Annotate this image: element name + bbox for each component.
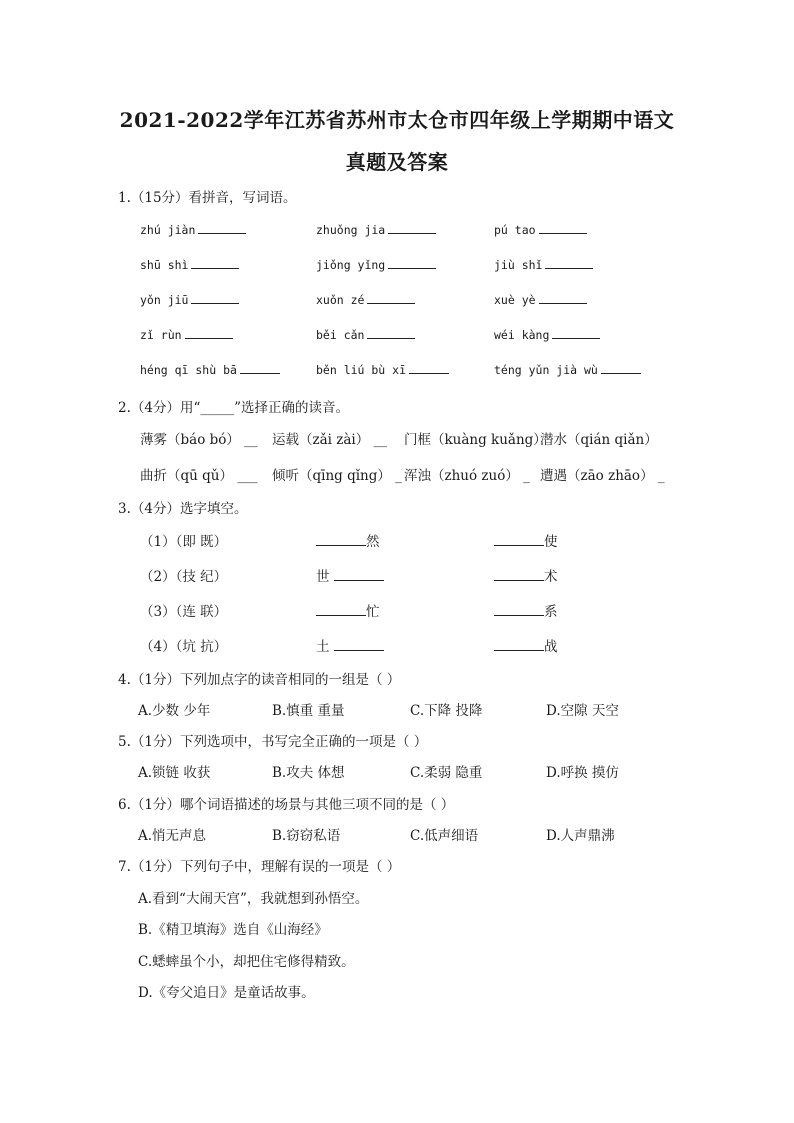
q3-label: （3）（连 联） xyxy=(140,604,228,620)
q6-option: C.低声细语 xyxy=(410,828,479,844)
page-title-line1: 2021-2022学年江苏省苏州市太仓市四年级上学期期中语文 xyxy=(119,108,675,132)
pinyin-item: jiù shǐ xyxy=(494,257,593,273)
q3-blank-a: 然 xyxy=(316,530,380,550)
q4-option: A.少数 少年 xyxy=(138,703,211,719)
q5-option: B.攻夫 体想 xyxy=(272,765,345,781)
pinyin-item: wéi kàng xyxy=(494,327,600,343)
pinyin-item: pú tao xyxy=(494,222,587,238)
q7-stem: 7.（1分）下列句子中，理解有误的一项是（ ） xyxy=(118,859,401,875)
q7-option: A.看到“大闹天宫”，我就想到孙悟空。 xyxy=(138,891,369,907)
pinyin-item: xuǒn zé xyxy=(316,292,415,308)
q3-label: （2）（技 纪） xyxy=(140,569,228,585)
q5-option: A.锁链 收获 xyxy=(138,765,211,781)
pinyin-item: běi cǎn xyxy=(316,327,415,343)
pinyin-item: zhuǒng jia xyxy=(316,222,436,238)
q2-item: 运载（zǎi zài） __ xyxy=(272,432,388,448)
q4-stem: 4.（1分）下列加点字的读音相同的一组是（ ） xyxy=(118,672,401,688)
q3-blank-b: 使 xyxy=(494,530,558,550)
q7-option: C.蟋蟀虽个小，却把住宅修得精致。 xyxy=(138,954,355,970)
q3-blank-a: 忙 xyxy=(316,600,380,620)
q6-stem: 6.（1分）哪个词语描述的场景与其他三项不同的是（ ） xyxy=(118,797,455,813)
q5-option: D.呼换 摸仿 xyxy=(546,765,619,781)
q4-option: D.空隙 天空 xyxy=(546,703,619,719)
q2-item: 门框（kuàng kuǎng） xyxy=(404,432,547,448)
q4-option: B.慎重 重量 xyxy=(272,703,345,719)
pinyin-item: shū shì xyxy=(140,257,239,273)
q2-item: 遭遇（zāo zhāo） _ xyxy=(540,468,665,484)
q1-stem: 1.（15分）看拼音，写词语。 xyxy=(118,190,297,206)
q2-item: 倾听（qīng qǐng） _ xyxy=(272,468,402,484)
q3-blank-a: 世 xyxy=(316,565,384,585)
q6-option: B.窃窃私语 xyxy=(272,828,341,844)
pinyin-item: téng yǔn jià wù xyxy=(494,362,641,378)
q2-item: 潜水（qián qiǎn） xyxy=(540,432,658,448)
q5-stem: 5.（1分）下列选项中，书写完全正确的一项是（ ） xyxy=(118,734,428,750)
q3-blank-b: 战 xyxy=(494,635,558,655)
q4-option: C.下降 投降 xyxy=(410,703,483,719)
q3-label: （4）（坑 抗） xyxy=(140,639,228,655)
q3-label: （1）（即 既） xyxy=(140,534,228,550)
q5-option: C.柔弱 隐重 xyxy=(410,765,483,781)
q6-option: D.人声鼎沸 xyxy=(546,828,615,844)
pinyin-item: zǐ rùn xyxy=(140,327,233,343)
q2-item: 曲折（qū qǔ） ___ xyxy=(140,468,258,484)
q3-stem: 3.（4分）选字填空。 xyxy=(118,501,248,517)
page-title-line2: 真题及答案 xyxy=(345,150,449,174)
q3-blank-b: 系 xyxy=(494,600,558,620)
q6-option: A.悄无声息 xyxy=(138,828,207,844)
q3-blank-a: 土 xyxy=(316,635,384,655)
q2-item: 浑浊（zhuó zuó） _ xyxy=(404,468,530,484)
pinyin-item: héng qī shù bā xyxy=(140,362,280,378)
q2-stem: 2.（4分）用“_____”选择正确的读音。 xyxy=(118,400,350,416)
pinyin-item: xuè yè xyxy=(494,292,587,308)
pinyin-item: yǒn jiū xyxy=(140,292,239,308)
q3-blank-b: 术 xyxy=(494,565,558,585)
q7-option: D.《夸父追日》是童话故事。 xyxy=(138,985,315,1001)
q7-option: B.《精卫填海》选自《山海经》 xyxy=(138,922,328,938)
pinyin-item: běn liú bù xī xyxy=(316,362,449,378)
pinyin-item: jiǒng yǐng xyxy=(316,257,436,273)
q2-item: 薄雾（báo bó） __ xyxy=(140,432,258,448)
pinyin-item: zhú jiàn xyxy=(140,222,246,238)
